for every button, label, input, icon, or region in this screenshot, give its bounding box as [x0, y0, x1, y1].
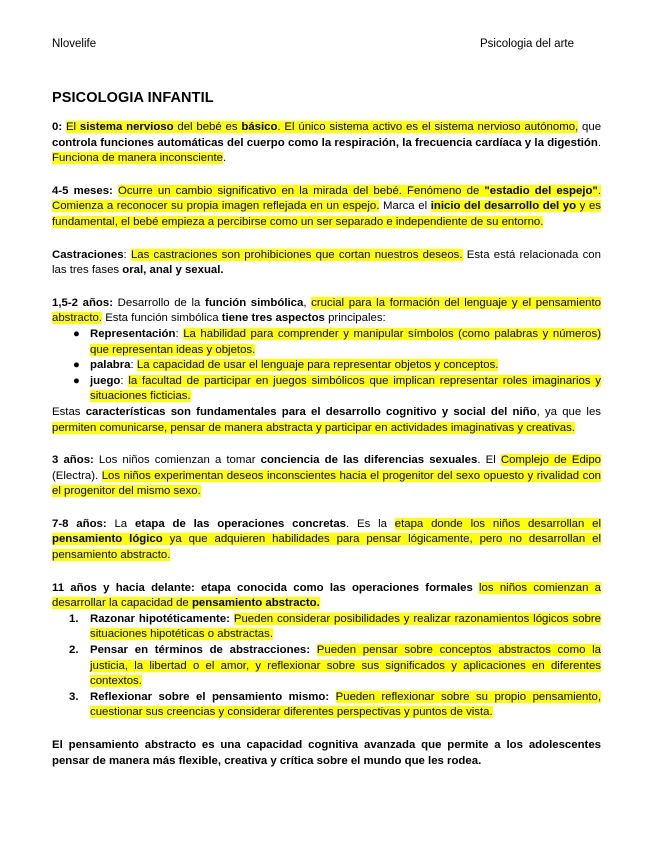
- symbolic-aspects-list: [52, 327, 601, 405]
- list-item-representacion: ● Representación: La habilidad para comprender y manipular símbolos (como palabras y números) que representan ideas y objetos.: [73, 327, 601, 356]
- header-right: Psicologia del arte: [480, 38, 574, 50]
- paragraph-symbolic-intro: 1,5-2 años: Desarrollo de la función simbólica, crucial para la formación del lenguaje y el pensamiento abstracto. Esta función simbólica tiene tres aspectos principales:: [52, 296, 601, 325]
- paragraph-conclusion: El pensamiento abstracto es una capacidad cognitiva avanzada que permite a los adolescentes pensar de manera más flexible, creativa y crítica sobre el mundo que les rodea.: [52, 739, 601, 767]
- paragraph-4-5-months: 4-5 meses: Ocurre un cambio significativo en la mirada del bebé. Fenómeno de "estadio del espejo". Comienza a reconocer su propia imagen reflejada en un espejo. Marca el inicio del desarrollo del yo y es fundamental, el bebé empieza a percibirse como un ser separado e independiente de su entorno.: [52, 184, 601, 228]
- paragraph-0-months: 0: El sistema nervioso del bebé es básico. El único sistema activo es el sistema nervioso autónomo, que controla funciones automáticas del cuerpo como la respiración, la frecuencia cardíaca y la digestión. Funciona de manera inconsciente.: [52, 121, 602, 165]
- paragraph-3-years: 3 años: Los niños comienzan a tomar conciencia de las diferencias sexuales. El Complejo de Edipo (Electra). Los niños experimentan deseos inconscientes hacia el progenitor del sexo opuesto y rivalidad con el progenitor del mismo sexo.: [52, 454, 601, 498]
- list-item-palabra: ● palabra: La capacidad de usar el lenguaje para representar objetos y conceptos.: [73, 359, 499, 372]
- paragraph-symbolic-outro: Estas características son fundamentales para el desarrollo cognitivo y social del niño, ya que les permiten comunicarse, pensar de manera abstracta y participar en actividades imaginativas y creativas.: [52, 405, 601, 434]
- list-item-pensar: 2. Pensar en términos de abstracciones: Pueden pensar sobre conceptos abstractos como la justicia, la libertad o el amor, y reflexionar sobre sus significados y aplicaciones en diferentes contextos.: [69, 644, 602, 688]
- list-item-razonar: 1. Razonar hipotéticamente: Pueden considerar posibilidades y realizar razonamientos lógicos sobre situaciones hipotéticas o abstractas.: [69, 612, 601, 641]
- paragraph-castraciones: Castraciones: Las castraciones son prohibiciones que cortan nuestros deseos. Esta está relacionada con las tres fases oral, anal y sexual.: [52, 248, 601, 277]
- formal-operations-list: [52, 612, 601, 721]
- paragraph-7-8-years: 7-8 años: La etapa de las operaciones concretas. Es la etapa donde los niños desarrollan el pensamiento lógico ya que adquieren habilidades para pensar lógicamente, pero no desarrollan el pensamiento abstracto.: [52, 517, 602, 562]
- header-left: Nlovelife: [52, 38, 97, 50]
- list-item-reflexionar: 3. Reflexionar sobre el pensamiento mismo: Pueden reflexionar sobre su propio pensamiento, cuestionar sus creencias y considerar diferentes perspectivas y puntos de vista.: [69, 690, 601, 719]
- list-item-juego: ● juego: la facultad de participar en juegos simbólicos que implican representar roles imaginarios y situaciones ficticias.: [73, 374, 601, 403]
- document-body: [52, 90, 601, 786]
- page-title: PSICOLOGIA INFANTIL: [52, 90, 214, 106]
- paragraph-formal-intro: 11 años y hacia delante: etapa conocida como las operaciones formales los niños comienzan a desarrollar la capacidad de pensamiento abstracto.: [52, 581, 601, 610]
